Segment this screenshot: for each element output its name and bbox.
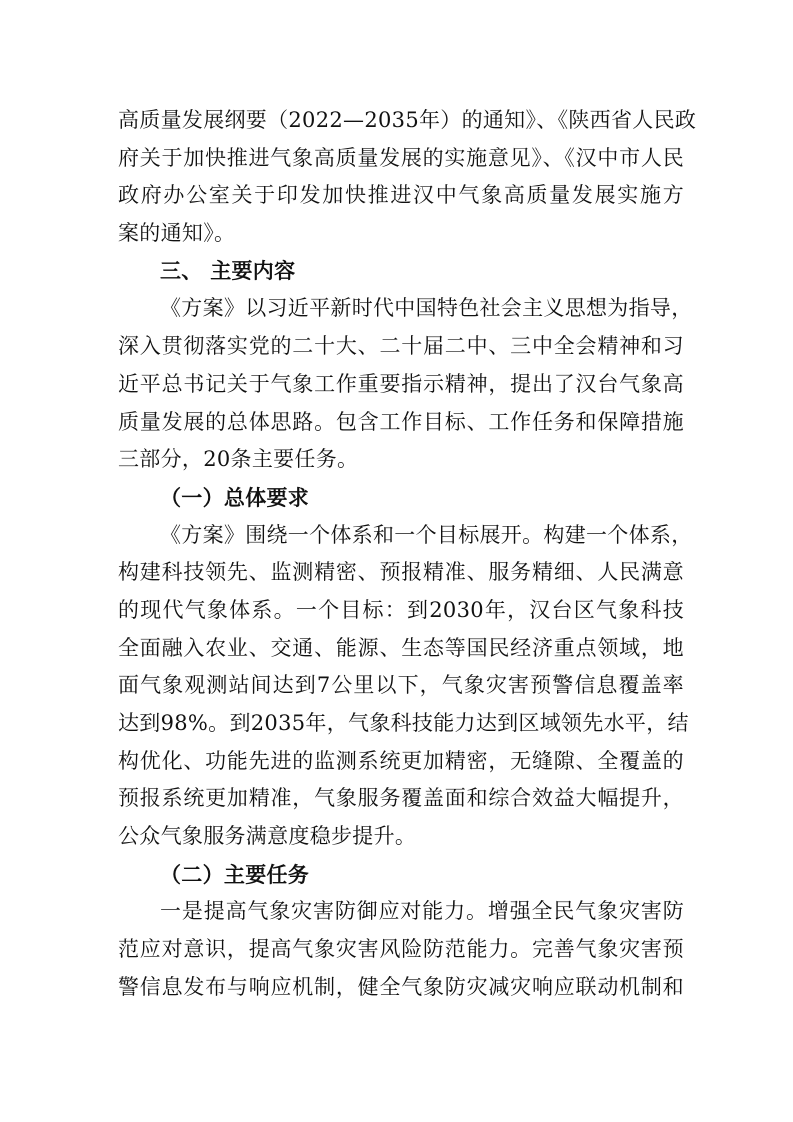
text-line: 的现代气象体系。一个目标：到2030年，汉台区气象科技: [118, 597, 684, 622]
text-line: 预报系统更加精准，气象服务覆盖面和综合效益大幅提升，: [118, 786, 684, 811]
text-line: 近平总书记关于气象工作重要指示精神，提出了汉台气象高: [118, 371, 684, 396]
text-line: 公众气象服务满意度稳步提升。: [118, 824, 417, 849]
text-line: 《方案》以习近平新时代中国特色社会主义思想为指导，: [160, 296, 693, 321]
text-line: 《方案》围绕一个体系和一个目标展开。构建一个体系，: [160, 522, 693, 547]
text-line: 三部分，20条主要任务。: [118, 447, 359, 472]
text-line: （一）总体要求: [160, 484, 310, 510]
text-line: 全面融入农业、交通、能源、生态等国民经济重点领域，地: [118, 635, 684, 660]
document-body: [118, 102, 697, 1007]
text-line: （二）主要任务: [160, 861, 310, 887]
text-line: 案的通知》。: [118, 221, 236, 246]
text-line: 达到98%。到2035年，气象科技能力达到区域领先水平，结: [118, 711, 689, 735]
text-line: 政府办公室关于印发加快推进汉中气象高质量发展实施方: [118, 183, 684, 208]
text-line: 高质量发展纲要（2022—2035年）的通知》、《陕西省人民政: [118, 108, 697, 132]
text-line: 范应对意识，提高气象灾害风险防范能力。完善气象灾害预: [118, 937, 684, 962]
text-line: 三、 主要内容: [160, 258, 296, 283]
text-line: 面气象观测站间达到7公里以下，气象灾害预警信息覆盖率: [118, 673, 684, 698]
text-line: 深入贯彻落实党的二十大、二十届二中、三中全会精神和习: [118, 334, 684, 359]
text-line: 质量发展的总体思路。包含工作目标、工作任务和保障措施: [118, 409, 684, 434]
text-line: 构建科技领先、监测精密、预报精准、服务精细、人民满意: [118, 560, 684, 585]
text-line: 一是提高气象灾害防御应对能力。增强全民气象灾害防: [160, 899, 684, 924]
text-line: 构优化、功能先进的监测系统更加精密，无缝隙、全覆盖的: [118, 748, 684, 773]
text-line: 府关于加快推进气象高质量发展的实施意见》、《汉中市人民: [118, 145, 684, 170]
text-line: 警信息发布与响应机制，健全气象防灾减灾响应联动机制和: [118, 974, 684, 999]
